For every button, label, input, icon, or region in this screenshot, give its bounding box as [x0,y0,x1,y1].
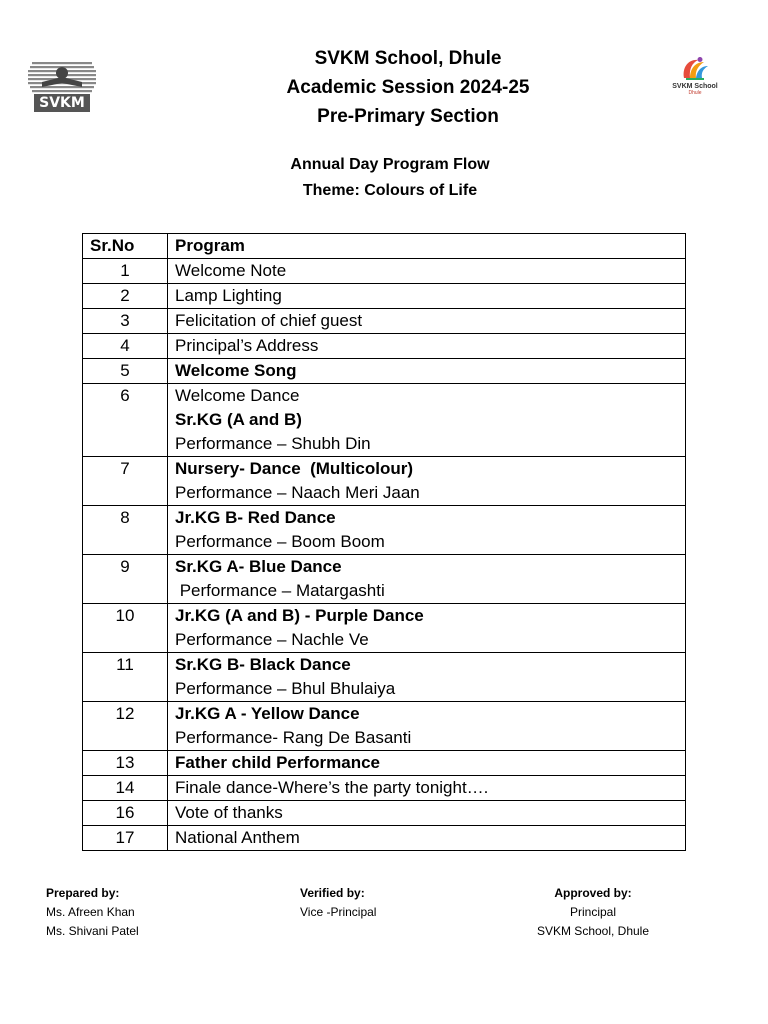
program-line: Performance – Naach Meri Jaan [175,483,420,502]
program-line: Principal’s Address [175,336,319,355]
row-sr-no: 8 [83,506,168,555]
program-line: Father child Performance [175,753,381,772]
logo-school-city: Dhule [688,90,702,96]
row-program [168,801,686,826]
table-row [83,702,686,751]
row-program [168,555,686,604]
footer-prepared [46,884,139,941]
program-line: Welcome Note [175,261,287,280]
academic-session: Academic Session 2024-25 [286,77,530,98]
verified-by-label: Verified by: [300,886,365,900]
logo-school-name: SVKM School [672,83,718,90]
program-line: Lamp Lighting [175,286,282,305]
program-line: Jr.KG (A and B) - Purple Dance [175,606,424,625]
table-row [83,751,686,776]
program-line: Jr.KG A - Yellow Dance [175,704,360,723]
table-row [83,555,686,604]
row-sr-no: 13 [83,751,168,776]
program-line: Performance – Shubh Din [175,434,371,453]
program-table-body [83,259,686,851]
header-program: Program [168,234,686,259]
program-line: Sr.KG B- Black Dance [175,655,351,674]
approved-by-name: Principal [569,905,617,919]
table-row [83,334,686,359]
row-sr-no: 17 [83,826,168,851]
row-program [168,776,686,801]
svkm-logo-text: SVKM [39,95,85,111]
program-theme: Theme: Colours of Life [302,182,478,199]
row-program [168,359,686,384]
row-sr-no: 16 [83,801,168,826]
program-line: Performance – Nachle Ve [175,630,369,649]
row-sr-no: 2 [83,284,168,309]
row-sr-no: 11 [83,653,168,702]
program-line: Vote of thanks [175,803,283,822]
program-table [82,233,686,851]
row-sr-no: 12 [83,702,168,751]
table-row [83,457,686,506]
program-line: Felicitation of chief guest [175,311,363,330]
row-program [168,259,686,284]
table-row [83,776,686,801]
row-program [168,334,686,359]
program-subheader [0,152,768,204]
table-row [83,309,686,334]
school-name: SVKM School, Dhule [314,48,502,69]
table-row [83,604,686,653]
row-program [168,702,686,751]
table-row [83,284,686,309]
row-program [168,309,686,334]
row-sr-no: 5 [83,359,168,384]
program-line: Jr.KG B- Red Dance [175,508,336,527]
approved-by-label: Approved by: [554,886,632,900]
program-line: Welcome Song [175,361,297,380]
program-line: Performance – Matargashti [175,581,385,600]
row-program [168,826,686,851]
table-row [83,359,686,384]
table-row [83,801,686,826]
program-line: Sr.KG A- Blue Dance [175,557,342,576]
row-program [168,457,686,506]
document-header [0,44,768,131]
table-row [83,826,686,851]
row-program [168,284,686,309]
program-title: Annual Day Program Flow [290,156,490,173]
prepared-by-label: Prepared by: [46,886,120,900]
row-sr-no: 3 [83,309,168,334]
program-line: Sr.KG (A and B) [175,410,302,429]
prepared-by-name: Ms. Afreen Khan [46,905,135,919]
verified-by-name: Vice -Principal [300,905,377,919]
row-program [168,506,686,555]
row-program [168,751,686,776]
row-sr-no: 7 [83,457,168,506]
footer-approved [528,884,658,941]
row-sr-no: 4 [83,334,168,359]
row-program [168,604,686,653]
program-line: Performance- Rang De Basanti [175,728,412,747]
table-header-row [83,234,686,259]
table-row [83,259,686,284]
row-sr-no: 9 [83,555,168,604]
row-program [168,384,686,457]
row-sr-no: 14 [83,776,168,801]
row-sr-no: 1 [83,259,168,284]
program-line: Welcome Dance [175,386,300,405]
header-sr-no: Sr.No [83,234,168,259]
row-sr-no: 10 [83,604,168,653]
table-row [83,506,686,555]
program-line: Performance – Bhul Bhulaiya [175,679,396,698]
approved-by-name: SVKM School, Dhule [536,924,650,938]
prepared-by-name: Ms. Shivani Patel [46,924,139,938]
table-row [83,384,686,457]
row-sr-no: 6 [83,384,168,457]
table-row [83,653,686,702]
program-line: Performance – Boom Boom [175,532,385,551]
row-program [168,653,686,702]
footer-verified [300,884,376,922]
section-name: Pre-Primary Section [317,106,499,127]
program-line: Finale dance-Where’s the party tonight…. [175,778,489,797]
program-line: Nursery- Dance (Multicolour) [175,459,414,478]
program-line: National Anthem [175,828,300,847]
